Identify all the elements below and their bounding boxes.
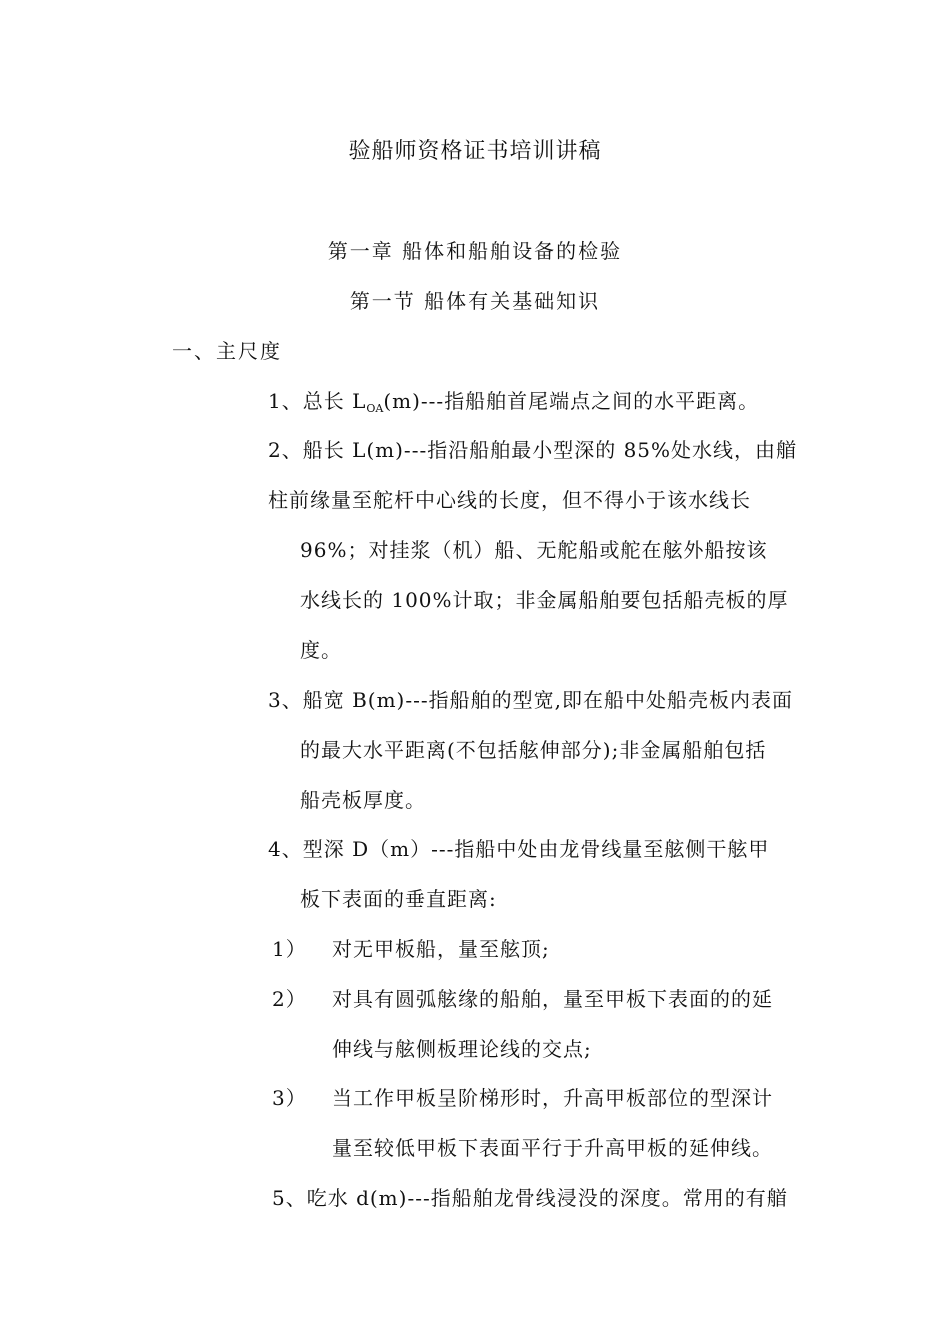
item-1-text: (m)---指船舶首尾端点之间的水平距离。 (383, 389, 760, 413)
subitem-2-line-1: 对具有圆弧舷缘的船舶，量至甲板下表面的的延 (332, 987, 773, 1011)
item-2-line-2: 柱前缘量至舵杆中心线的长度，但不得小于该水线长 (268, 488, 751, 512)
item-2-line-4: 水线长的 100%计取；非金属船舶要包括船壳板的厚 (300, 588, 789, 612)
item-3-line-3: 船壳板厚度。 (300, 788, 426, 812)
subitem-2-line-2: 伸线与舷侧板理论线的交点; (332, 1037, 592, 1061)
item-5-line-1: 5、吃水 d(m)---指船舶龙骨线浸没的深度。常用的有艏 (272, 1186, 788, 1210)
item-1-line (268, 387, 759, 419)
chapter-heading: 第一章 船体和船舶设备的检验 (327, 239, 623, 263)
subitem-3-number: 3） (272, 1086, 307, 1110)
subitem-1-number: 1） (272, 937, 307, 961)
subitem-2-number: 2） (272, 987, 307, 1011)
subsection-heading: 一、主尺度 (172, 339, 282, 363)
document-title: 验船师资格证书培训讲稿 (348, 139, 602, 164)
subitem-3-line-1: 当工作甲板呈阶梯形时，升高甲板部位的型深计 (332, 1086, 773, 1110)
subitem-1-line-1: 对无甲板船，量至舷顶; (332, 937, 550, 961)
item-2-line-3: 96%；对挂浆（机）船、无舵船或舵在舷外船按该 (300, 538, 768, 562)
item-2-line-1: 2、船长 L(m)---指沿船舶最小型深的 85%处水线，由艏 (268, 438, 798, 462)
item-4-line-2: 板下表面的垂直距离: (300, 887, 497, 911)
item-2-line-5: 度。 (300, 638, 342, 662)
subitem-3-line-2: 量至较低甲板下表面平行于升高甲板的延伸线。 (332, 1136, 773, 1160)
item-4-line-1: 4、型深 D（m）---指船中处由龙骨线量至舷侧干舷甲 (268, 837, 770, 861)
section-heading: 第一节 船体有关基础知识 (349, 289, 601, 313)
item-3-line-2: 的最大水平距离(不包括舷伸部分);非金属船舶包括 (300, 738, 767, 762)
item-1-subscript: OA (366, 402, 384, 415)
item-3-line-1: 3、船宽 B(m)---指船舶的型宽,即在船中处船壳板内表面 (268, 688, 793, 712)
item-1-label: 1、总长 L (268, 389, 367, 413)
